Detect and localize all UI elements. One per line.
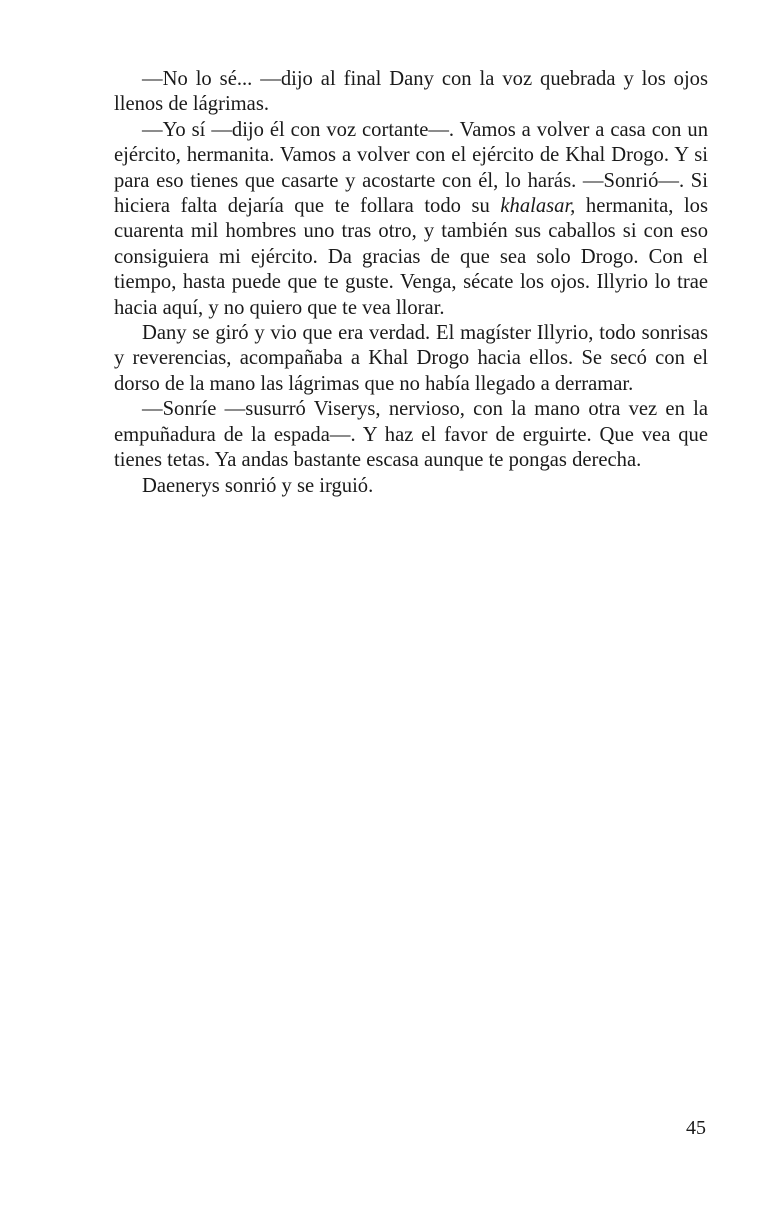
paragraph-2: [114, 118, 708, 321]
paragraph-1: —No lo sé... —dijo al final Dany con la voz quebrada y los ojos llenos de lágrimas.: [114, 68, 708, 116]
paragraph-4: —Sonríe —susurró Viserys, nervioso, con la mano otra vez en la empuñadura de la espada—. Y haz el favor de erguirte. Que vea que tienes tetas. Ya andas bastante escasa aunque te pongas derecha.: [114, 398, 708, 472]
paragraph-2-text-after: hermanita, los cuarenta mil hombres uno tras otro, y también sus caballos si con eso consiguiera mi ejército. Da gracias de que sea solo Drogo. Con el tiempo, hasta puede que te guste. Venga, sécate los ojos. Illyrio lo trae hacia aquí, y no quiero que te vea llorar.: [114, 195, 708, 319]
page-number: 45: [686, 1117, 706, 1139]
body-text: [114, 67, 708, 499]
paragraph-3: Dany se giró y vio que era verdad. El magíster Illyrio, todo sonrisas y reverencias, acompañaba a Khal Drogo hacia ellos. Se secó con el dorso de la mano las lágrimas que no había llegado a derramar.: [114, 322, 708, 395]
paragraph-2-text-before: —Yo sí —dijo él con voz cortante—. Vamos a volver a casa con un ejército, hermanita. Vamos a volver con el ejército de Khal Drogo. Y si para eso tienes que casarte y acostarte con él, lo harás. —Sonrió—. Si hiciera falta dejaría que te follara todo su: [114, 118, 708, 218]
paragraph-2-italic-word: khalasar,: [500, 195, 576, 218]
paragraph-5: Daenerys sonrió y se irguió.: [142, 474, 374, 497]
